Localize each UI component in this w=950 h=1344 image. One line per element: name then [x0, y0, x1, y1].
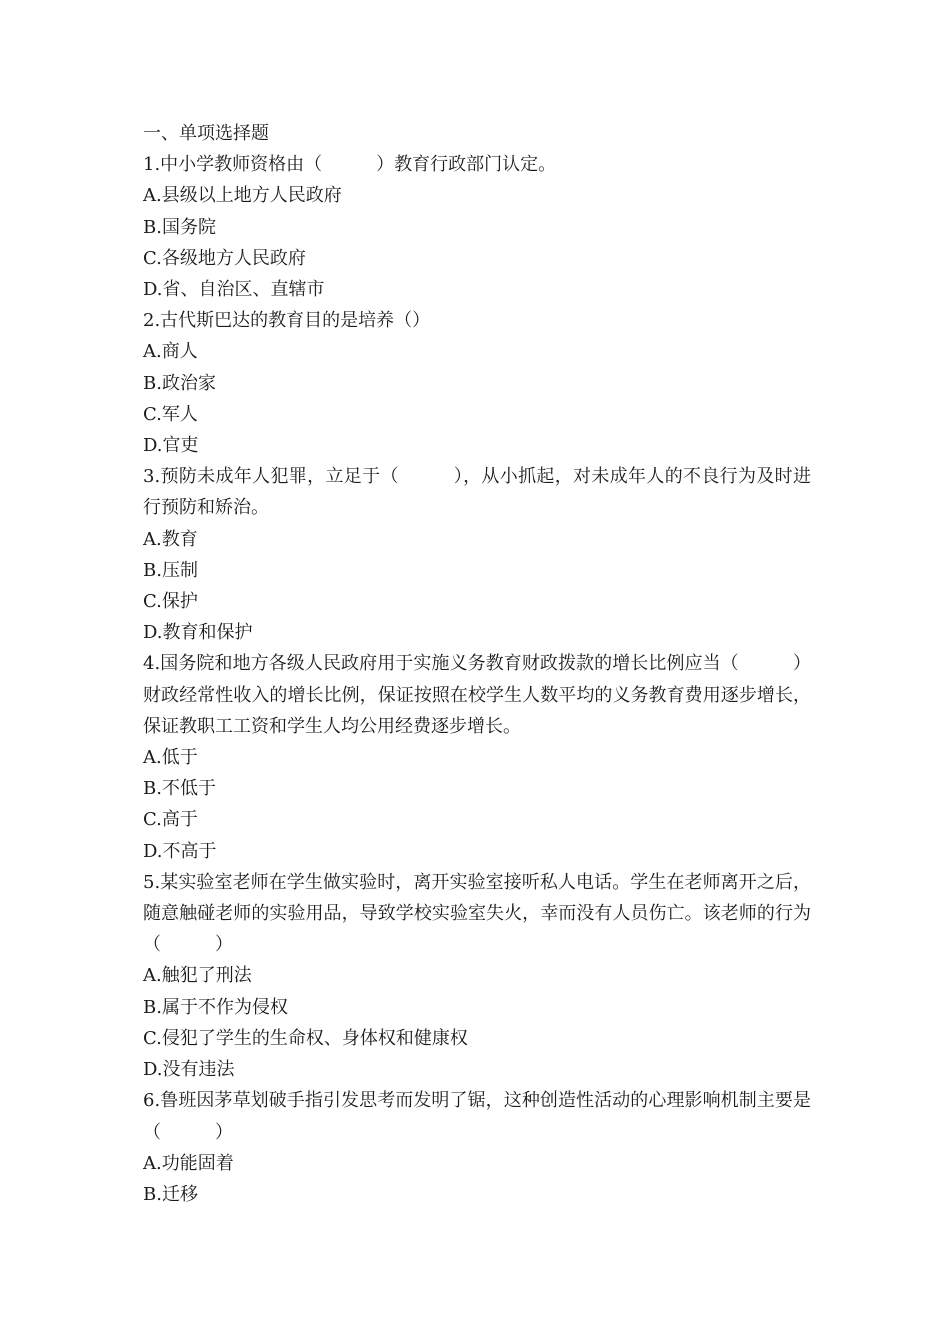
- question-stem: 2.古代斯巴达的教育目的是培养（）: [143, 310, 431, 332]
- option-d: D.没有违法: [143, 1059, 235, 1081]
- option-b: B.压制: [143, 559, 198, 581]
- question-5: [143, 867, 811, 1085]
- option-b: B.迁移: [143, 1183, 198, 1205]
- section-title: 一、单项选择题: [143, 123, 269, 144]
- question-stem: 3.预防未成年人犯罪，立足于（ ），从小抓起，对未成年人的不良行为及时进行预防和矫治。: [143, 466, 811, 519]
- question-2: [143, 305, 811, 461]
- option-c: C.军人: [143, 403, 198, 425]
- question-1: [143, 149, 811, 305]
- question-stem: 1.中小学教师资格由（ ）教育行政部门认定。: [143, 154, 557, 176]
- document-body: [143, 118, 811, 1210]
- option-a: A.商人: [143, 341, 198, 363]
- option-a: A.触犯了刑法: [143, 965, 252, 987]
- question-3: [143, 461, 811, 648]
- question-stem: 5.某实验室老师在学生做实验时，离开实验室接听私人电话。学生在老师离开之后，随意触碰老师的实验用品，导致学校实验室失火，幸而没有人员伤亡。该老师的行为（ ）: [143, 871, 811, 956]
- option-d: D.省、自治区、直辖市: [143, 279, 325, 301]
- option-d: D.不高于: [143, 840, 217, 862]
- question-4: [143, 648, 811, 866]
- question-6: [143, 1085, 811, 1210]
- option-d: D.教育和保护: [143, 622, 253, 644]
- option-a: A.县级以上地方人民政府: [143, 185, 342, 207]
- option-a: A.低于: [143, 747, 198, 769]
- option-c: C.侵犯了学生的生命权、身体权和健康权: [143, 1027, 468, 1049]
- option-c: C.各级地方人民政府: [143, 247, 306, 269]
- option-a: A.功能固着: [143, 1152, 234, 1174]
- option-c: C.保护: [143, 591, 198, 613]
- option-d: D.官吏: [143, 435, 199, 457]
- question-stem: 4.国务院和地方各级人民政府用于实施义务教育财政拨款的增长比例应当（ ）财政经常性收入的增长比例，保证按照在校学生人数平均的义务教育费用逐步增长，保证教职工工资和学生人均公用经费逐步增长。: [143, 653, 811, 737]
- option-c: C.高于: [143, 809, 198, 831]
- question-stem: 6.鲁班因茅草划破手指引发思考而发明了锯，这种创造性活动的心理影响机制主要是（ ）: [143, 1090, 811, 1143]
- option-a: A.教育: [143, 528, 198, 550]
- option-b: B.属于不作为侵权: [143, 996, 288, 1018]
- option-b: B.不低于: [143, 778, 216, 800]
- option-b: B.政治家: [143, 372, 216, 394]
- option-b: B.国务院: [143, 216, 216, 238]
